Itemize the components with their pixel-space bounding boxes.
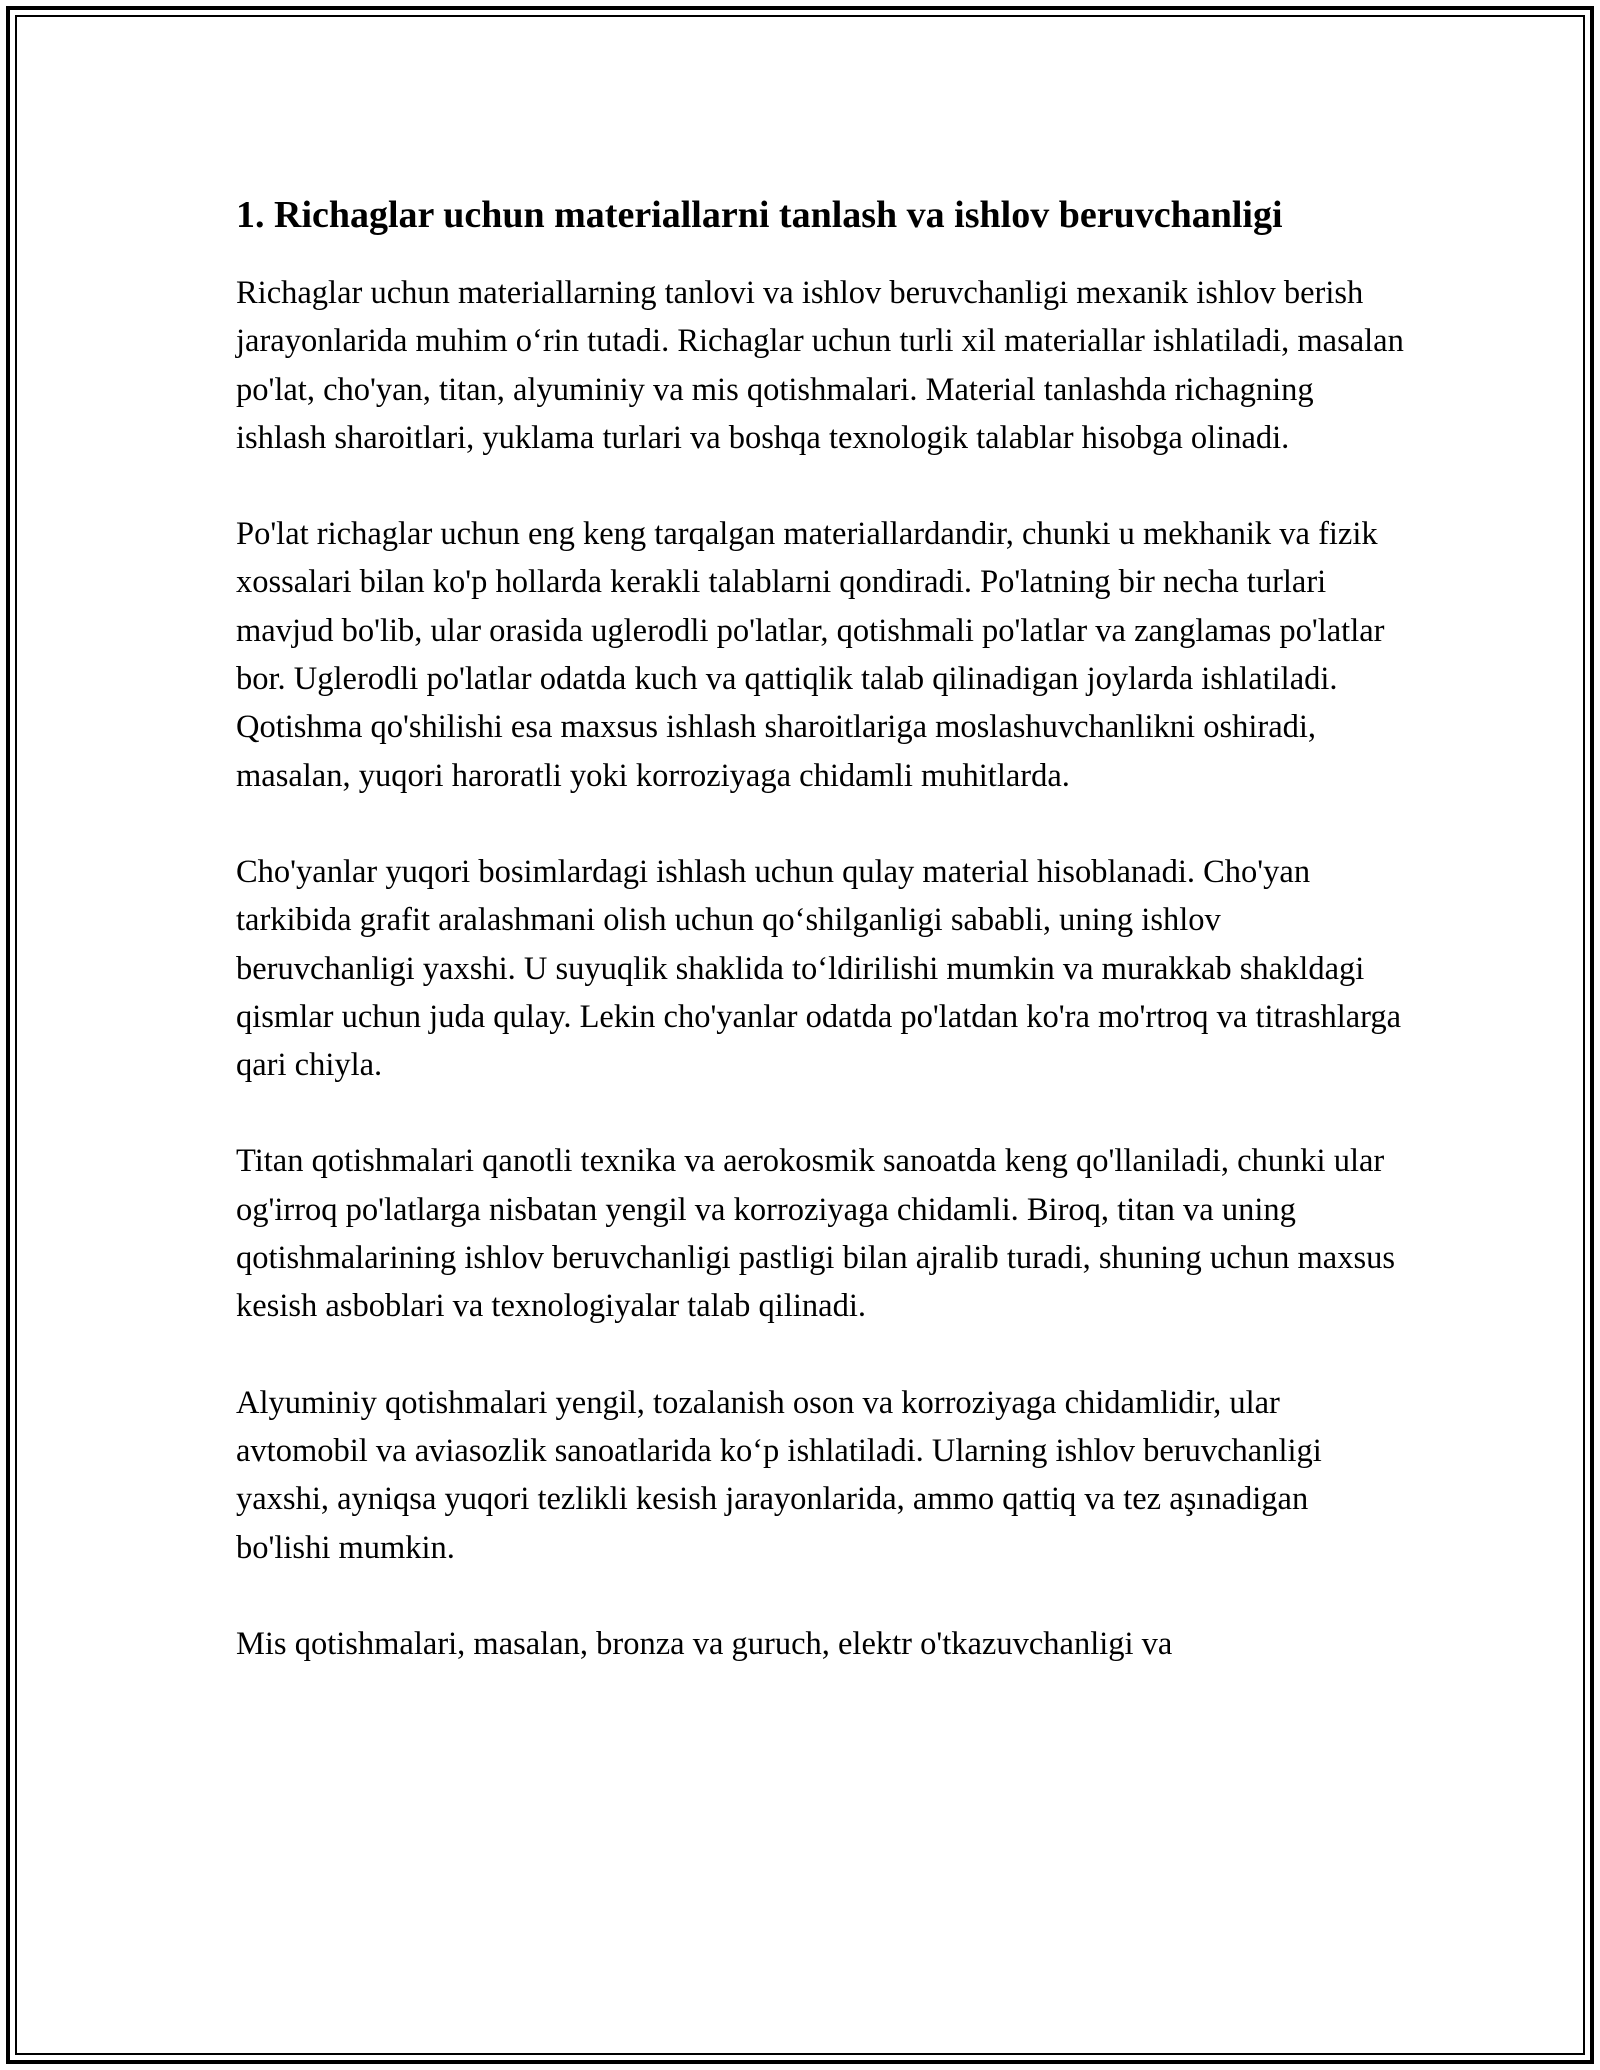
paragraph-steel: Po'lat richaglar uchun eng keng tarqalgan materiallardandir, chunki u mekhanik va fizik xossalari bilan ko'p hollarda kerakli talablarni qondiradi. Po'latning bir necha turlari mavjud bo'lib, ular orasida uglerodli po'latlar, qotishmali po'latlar va zanglamas po'latlar bor. Uglerodli po'latlar odatda kuch va qattiqlik talab qilinadigan joylarda ishlatiladi. Qotishma qo'shilishi esa maxsus ishlash sharoitlariga moslashuvchanlikni oshiradi, masalan, yuqori haroratli yoki korroziyaga chidamli muhitlarda. xyxy=(236,516,1385,794)
section-heading: 1. Richaglar uchun materiallarni tanlash va ishlov beruvchanligi xyxy=(236,194,1283,236)
paragraph-copper: Mis qotishmalari, masalan, bronza va guruch, elektr o'tkazuvchanligi va xyxy=(236,1625,1173,1662)
paragraph-cast-iron: Cho'yanlar yuqori bosimlardagi ishlash uchun qulay material hisoblanadi. Cho'yan tarkibida grafit aralashmani olish uchun qo‘shilganligi sababli, uning ishlov beruvchanligi yaxshi. U suyuqlik shaklida to‘ldirilishi mumkin va murakkab shakldagi qismlar uchun juda qulay. Lekin cho'yanlar odatda po'latdan ko'ra mo'rtroq va titrashlarga qari chiyla. xyxy=(236,853,1402,1084)
document-body xyxy=(236,187,1406,1716)
paragraph-aluminium: Alyuminiy qotishmalari yengil, tozalanish oson va korroziyaga chidamlidir, ular avtomobil va aviasozlik sanoatlarida ko‘p ishlatiladi. Ularning ishlov beruvchanligi yaxshi, ayniqsa yuqori tezlikli kesish jarayonlarida, ammo qattiq va tez aşınadigan bo'lishi mumkin. xyxy=(236,1384,1322,1566)
paragraph-titanium: Titan qotishmalari qanotli texnika va aerokosmik sanoatda keng qo'llaniladi, chunki ular og'irroq po'latlarga nisbatan yengil va korroziyaga chidamli. Biroq, titan va uning qotishmalarining ishlov beruvchanligi pastligi bilan ajralib turadi, shuning uchun maxsus kesish asboblari va texnologiyalar talab qilinadi. xyxy=(236,1143,1395,1325)
paragraph-intro: Richaglar uchun materiallarning tanlovi va ishlov beruvchanligi mexanik ishlov berish jarayonlarida muhim o‘rin tutadi. Richaglar uchun turli xil materiallar ishlatiladi, masalan po'lat, cho'yan, titan, alyuminiy va mis qotishmalari. Material tanlashda richagning ishlash sharoitlari, yuklama turlari va boshqa texnologik talablar hisobga olinadi. xyxy=(236,275,1404,456)
